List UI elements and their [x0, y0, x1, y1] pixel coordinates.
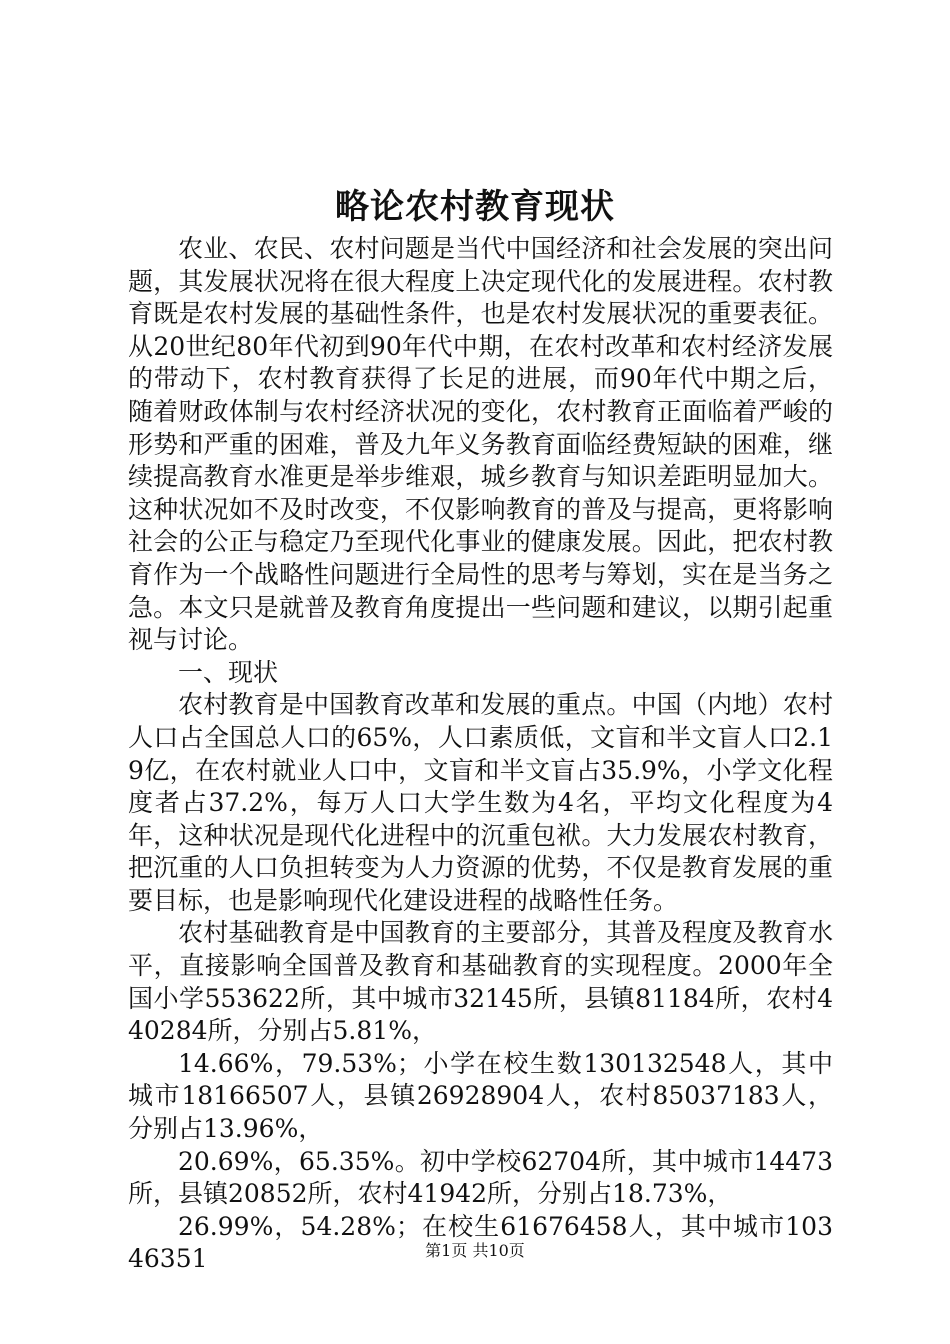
- paragraph-primary-students: 14.66%，79.53%；小学在校生数130132548人，其中城市18166507人，县镇26928904人，农村85037183人，分别占13.96%，: [128, 1048, 833, 1144]
- paragraph-junior-schools: 20.69%，65.35%。初中学校62704所，其中城市14473所，县镇20852所，农村41942所，分别占18.73%，: [128, 1146, 833, 1209]
- paragraph-rural-education: 农村教育是中国教育改革和发展的重点。中国（内地）农村人口占全国总人口的65%，人口素质低，文盲和半文盲人口2.19亿，在农村就业人口中，文盲和半文盲占35.9%，小学文化程度者占37.2%，每万人口大学生数为4名，平均文化程度为4年，这种状况是现代化进程中的沉重包袱。大力发展农村教育，把沉重的人口负担转变为人力资源的优势，不仅是教育发展的重要目标，也是影响现代化建设进程的战略性任务。: [128, 690, 833, 915]
- paragraph-basic-education: 农村基础教育是中国教育的主要部分，其普及程度及教育水平，直接影响全国普及教育和基础教育的实现程度。2000年全国小学553622所，其中城市32145所，县镇81184所，农村440284所，分别占5.81%，: [128, 918, 833, 1046]
- paragraph-junior-students: 26.99%，54.28%；在校生61676458人，其中城市10346351: [128, 1211, 833, 1274]
- paragraph-intro: 农业、农民、农村问题是当代中国经济和社会发展的突出问题，其发展状况将在很大程度上决定现代化的发展进程。农村教育既是农村发展的基础性条件，也是农村发展状况的重要表征。从20世纪80年代初到90年代中期，在农村改革和农村经济发展的带动下，农村教育获得了长足的进展，而90年代中期之后，随着财政体制与农村经济状况的变化，农村教育正面临着严峻的形势和严重的困难，普及九年义务教育面临经费短缺的困难，继续提高教育水准更是举步维艰，城乡教育与知识差距明显加大。这种状况如不及时改变，不仅影响教育的普及与提高，更将影响社会的公正与稳定乃至现代化事业的健康发展。因此，把农村教育作为一个战略性问题进行全局性的思考与筹划，实在是当务之急。本文只是就普及教育角度提出一些问题和建议，以期引起重视与讨论。: [128, 234, 833, 655]
- page-number-footer: 第1页 共10页: [425, 1241, 525, 1260]
- section-heading-status: 一、现状: [178, 657, 279, 687]
- document-body: [128, 233, 833, 1276]
- document-title: 略论农村教育现状: [335, 187, 615, 227]
